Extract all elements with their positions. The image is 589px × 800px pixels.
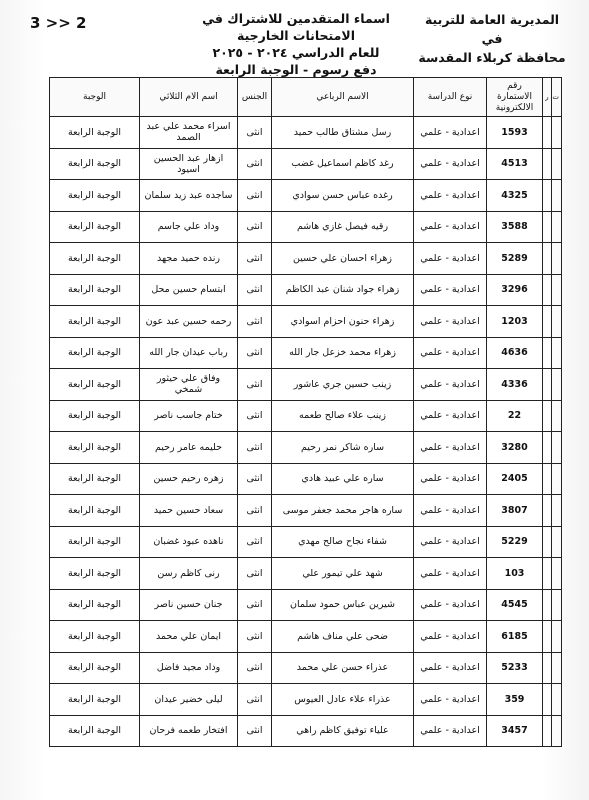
student-name-cell: شفاء نجاح صالح مهدي <box>272 526 414 558</box>
gender-cell: انثى <box>238 274 272 306</box>
table-row <box>50 495 562 527</box>
batch-cell: الوجبة الرابعة <box>50 621 140 653</box>
study-type-cell: اعدادية - علمي <box>414 652 487 684</box>
study-type-cell: اعدادية - علمي <box>414 526 487 558</box>
batch-cell: الوجبة الرابعة <box>50 526 140 558</box>
batch-cell: الوجبة الرابعة <box>50 432 140 464</box>
row-extra-cell <box>543 684 552 716</box>
student-name-cell: رغد كاظم اسماعيل غضب <box>272 148 414 180</box>
row-seq-cell <box>552 526 562 558</box>
row-seq-cell <box>552 589 562 621</box>
table-row <box>50 621 562 653</box>
study-type-cell: اعدادية - علمي <box>414 337 487 369</box>
student-name-cell: رسل مشتاق طالب حميد <box>272 117 414 149</box>
mother-name-cell: حليمه عامر رحيم <box>140 432 238 464</box>
batch-cell: الوجبة الرابعة <box>50 180 140 212</box>
title-line-1: اسماء المتقدمين للاشتراك في الامتحانات الخارجية <box>202 11 390 43</box>
batch-cell: الوجبة الرابعة <box>50 274 140 306</box>
mother-name-cell: ساجده عبد زيد سلمان <box>140 180 238 212</box>
row-seq-cell <box>552 243 562 275</box>
row-extra-cell <box>543 243 552 275</box>
col-header-gender: الجنس <box>238 78 272 117</box>
study-type-cell: اعدادية - علمي <box>414 117 487 149</box>
student-name-cell: ساره هاجر محمد جعفر موسى <box>272 495 414 527</box>
col-header-form-no: رقم الاستمارة الالكترونية <box>487 78 543 117</box>
study-type-cell: اعدادية - علمي <box>414 211 487 243</box>
mother-name-cell: رنى كاظم رسن <box>140 558 238 590</box>
table-row <box>50 526 562 558</box>
student-name-cell: زهراء محمد خزعل جار الله <box>272 337 414 369</box>
row-extra-cell <box>543 432 552 464</box>
batch-cell: الوجبة الرابعة <box>50 337 140 369</box>
student-name-cell: ساره علي عبيد هادي <box>272 463 414 495</box>
form-number-cell: 4336 <box>487 369 543 401</box>
batch-cell: الوجبة الرابعة <box>50 558 140 590</box>
table-row <box>50 652 562 684</box>
study-type-cell: اعدادية - علمي <box>414 400 487 432</box>
row-extra-cell <box>543 306 552 338</box>
batch-cell: الوجبة الرابعة <box>50 463 140 495</box>
mother-name-cell: وفاق علي حيثور شمخي <box>140 369 238 401</box>
student-name-cell: زهراء جواد شنان عبد الكاظم <box>272 274 414 306</box>
student-name-cell: رغده عباس حسن سوادي <box>272 180 414 212</box>
row-extra-cell <box>543 180 552 212</box>
row-seq-cell <box>552 337 562 369</box>
batch-cell: الوجبة الرابعة <box>50 495 140 527</box>
study-type-cell: اعدادية - علمي <box>414 495 487 527</box>
student-name-cell: عذراء حسن علي محمد <box>272 652 414 684</box>
row-extra-cell <box>543 211 552 243</box>
row-seq-cell <box>552 463 562 495</box>
row-seq-cell <box>552 684 562 716</box>
row-extra-cell <box>543 274 552 306</box>
document-title <box>172 10 420 78</box>
gender-cell: انثى <box>238 369 272 401</box>
study-type-cell: اعدادية - علمي <box>414 369 487 401</box>
student-name-cell: ساره شاكر نمر رحيم <box>272 432 414 464</box>
row-seq-cell <box>552 558 562 590</box>
table-row <box>50 306 562 338</box>
form-number-cell: 1593 <box>487 117 543 149</box>
form-number-cell: 5233 <box>487 652 543 684</box>
student-name-cell: زهراء احسان علي حسين <box>272 243 414 275</box>
table-row <box>50 243 562 275</box>
form-number-cell: 4545 <box>487 589 543 621</box>
student-name-cell: رقيه فيصل غازي هاشم <box>272 211 414 243</box>
row-extra-cell <box>543 463 552 495</box>
gender-cell: انثى <box>238 400 272 432</box>
title-line-2: للعام الدراسي ٢٠٢٤ - ٢٠٢٥ <box>212 45 380 60</box>
study-type-cell: اعدادية - علمي <box>414 684 487 716</box>
mother-name-cell: زهره رحيم حسين <box>140 463 238 495</box>
table-row <box>50 589 562 621</box>
row-seq-cell <box>552 715 562 747</box>
row-seq-cell <box>552 652 562 684</box>
study-type-cell: اعدادية - علمي <box>414 306 487 338</box>
table-header-row <box>50 78 562 117</box>
row-extra-cell <box>543 337 552 369</box>
study-type-cell: اعدادية - علمي <box>414 148 487 180</box>
table-row <box>50 715 562 747</box>
row-extra-cell <box>543 652 552 684</box>
mother-name-cell: رباب عيدان جار الله <box>140 337 238 369</box>
batch-cell: الوجبة الرابعة <box>50 211 140 243</box>
row-extra-cell <box>543 558 552 590</box>
student-name-cell: علياء توفيق كاظم راهي <box>272 715 414 747</box>
table-row <box>50 684 562 716</box>
row-extra-cell <box>543 589 552 621</box>
row-seq-cell <box>552 432 562 464</box>
mother-name-cell: اسراء محمد علي عبد الصمد <box>140 117 238 149</box>
study-type-cell: اعدادية - علمي <box>414 715 487 747</box>
row-seq-cell <box>552 117 562 149</box>
form-number-cell: 4513 <box>487 148 543 180</box>
form-number-cell: 4325 <box>487 180 543 212</box>
page-indicator: 3 >> 2 <box>30 14 87 32</box>
row-extra-cell <box>543 621 552 653</box>
form-number-cell: 5229 <box>487 526 543 558</box>
table-row <box>50 180 562 212</box>
row-seq-cell <box>552 621 562 653</box>
gender-cell: انثى <box>238 432 272 464</box>
batch-cell: الوجبة الرابعة <box>50 652 140 684</box>
table-row <box>50 337 562 369</box>
mother-name-cell: ابتسام حسين محل <box>140 274 238 306</box>
mother-name-cell: ايمان علي محمد <box>140 621 238 653</box>
form-number-cell: 5289 <box>487 243 543 275</box>
mother-name-cell: ليلى خضير عيدان <box>140 684 238 716</box>
row-seq-cell <box>552 274 562 306</box>
gender-cell: انثى <box>238 211 272 243</box>
mother-name-cell: افتخار طعمه فرحان <box>140 715 238 747</box>
row-extra-cell <box>543 148 552 180</box>
student-name-cell: ضحى علي مناف هاشم <box>272 621 414 653</box>
form-number-cell: 3588 <box>487 211 543 243</box>
col-header-seq: ت <box>552 78 562 117</box>
row-extra-cell <box>543 400 552 432</box>
row-seq-cell <box>552 211 562 243</box>
study-type-cell: اعدادية - علمي <box>414 274 487 306</box>
col-header-study-type: نوع الدراسة <box>414 78 487 117</box>
study-type-cell: اعدادية - علمي <box>414 180 487 212</box>
form-number-cell: 359 <box>487 684 543 716</box>
batch-cell: الوجبة الرابعة <box>50 148 140 180</box>
gender-cell: انثى <box>238 526 272 558</box>
batch-cell: الوجبة الرابعة <box>50 589 140 621</box>
gender-cell: انثى <box>238 589 272 621</box>
row-seq-cell <box>552 306 562 338</box>
table-row <box>50 117 562 149</box>
gender-cell: انثى <box>238 558 272 590</box>
row-seq-cell <box>552 400 562 432</box>
gender-cell: انثى <box>238 117 272 149</box>
student-name-cell: شيرين عباس حمود سلمان <box>272 589 414 621</box>
gender-cell: انثى <box>238 306 272 338</box>
batch-cell: الوجبة الرابعة <box>50 684 140 716</box>
study-type-cell: اعدادية - علمي <box>414 432 487 464</box>
row-extra-cell <box>543 117 552 149</box>
table-row <box>50 274 562 306</box>
form-number-cell: 3280 <box>487 432 543 464</box>
student-name-cell: زينب حسين جري عاشور <box>272 369 414 401</box>
mother-name-cell: سعاد حسين حميد <box>140 495 238 527</box>
row-seq-cell <box>552 495 562 527</box>
mother-name-cell: ناهده عبود غضبان <box>140 526 238 558</box>
col-header-batch: الوجبة <box>50 78 140 117</box>
mother-name-cell: جنان حسين ناصر <box>140 589 238 621</box>
mother-name-cell: ازهار عبد الحسين اسيود <box>140 148 238 180</box>
applicants-table <box>49 77 562 747</box>
student-name-cell: زهراء حنون احزام اسوادي <box>272 306 414 338</box>
study-type-cell: اعدادية - علمي <box>414 243 487 275</box>
gender-cell: انثى <box>238 337 272 369</box>
student-name-cell: زينب علاء صالح طعمه <box>272 400 414 432</box>
mother-name-cell: رحمه حسين عبد عون <box>140 306 238 338</box>
row-seq-cell <box>552 369 562 401</box>
study-type-cell: اعدادية - علمي <box>414 558 487 590</box>
org-line-1: المديرية العامة للتربية في <box>424 12 560 46</box>
batch-cell: الوجبة الرابعة <box>50 243 140 275</box>
row-extra-cell <box>543 369 552 401</box>
student-name-cell: عذراء علاء عادل العيوس <box>272 684 414 716</box>
table-row <box>50 432 562 464</box>
mother-name-cell: رنده حميد مجهد <box>140 243 238 275</box>
mother-name-cell: وداد مجيد فاضل <box>140 652 238 684</box>
form-number-cell: 4636 <box>487 337 543 369</box>
form-number-cell: 2405 <box>487 463 543 495</box>
form-number-cell: 1203 <box>487 306 543 338</box>
col-header-extra: ر <box>543 78 552 117</box>
form-number-cell: 22 <box>487 400 543 432</box>
table-row <box>50 148 562 180</box>
form-number-cell: 103 <box>487 558 543 590</box>
gender-cell: انثى <box>238 684 272 716</box>
col-header-mother: اسم الام الثلاثي <box>140 78 238 117</box>
row-extra-cell <box>543 495 552 527</box>
student-name-cell: شهد علي تيمور علي <box>272 558 414 590</box>
gender-cell: انثى <box>238 243 272 275</box>
mother-name-cell: وداد علي جاسم <box>140 211 238 243</box>
org-line-2: محافظة كربلاء المقدسة <box>418 50 566 65</box>
col-header-name: الاسم الرباعي <box>272 78 414 117</box>
table-row <box>50 211 562 243</box>
row-seq-cell <box>552 180 562 212</box>
batch-cell: الوجبة الرابعة <box>50 369 140 401</box>
table-row <box>50 558 562 590</box>
row-extra-cell <box>543 526 552 558</box>
table-row <box>50 400 562 432</box>
form-number-cell: 3296 <box>487 274 543 306</box>
table-row <box>50 369 562 401</box>
form-number-cell: 3457 <box>487 715 543 747</box>
gender-cell: انثى <box>238 148 272 180</box>
study-type-cell: اعدادية - علمي <box>414 621 487 653</box>
batch-cell: الوجبة الرابعة <box>50 400 140 432</box>
gender-cell: انثى <box>238 495 272 527</box>
gender-cell: انثى <box>238 463 272 495</box>
study-type-cell: اعدادية - علمي <box>414 463 487 495</box>
gender-cell: انثى <box>238 180 272 212</box>
form-number-cell: 6185 <box>487 621 543 653</box>
batch-cell: الوجبة الرابعة <box>50 715 140 747</box>
organization-header <box>417 10 567 67</box>
gender-cell: انثى <box>238 715 272 747</box>
table-row <box>50 463 562 495</box>
study-type-cell: اعدادية - علمي <box>414 589 487 621</box>
title-line-3: دفع رسوم - الوجبة الرابعة <box>215 62 377 77</box>
gender-cell: انثى <box>238 652 272 684</box>
row-extra-cell <box>543 715 552 747</box>
batch-cell: الوجبة الرابعة <box>50 306 140 338</box>
form-number-cell: 3807 <box>487 495 543 527</box>
mother-name-cell: ختام جاسب ناصر <box>140 400 238 432</box>
batch-cell: الوجبة الرابعة <box>50 117 140 149</box>
row-seq-cell <box>552 148 562 180</box>
gender-cell: انثى <box>238 621 272 653</box>
